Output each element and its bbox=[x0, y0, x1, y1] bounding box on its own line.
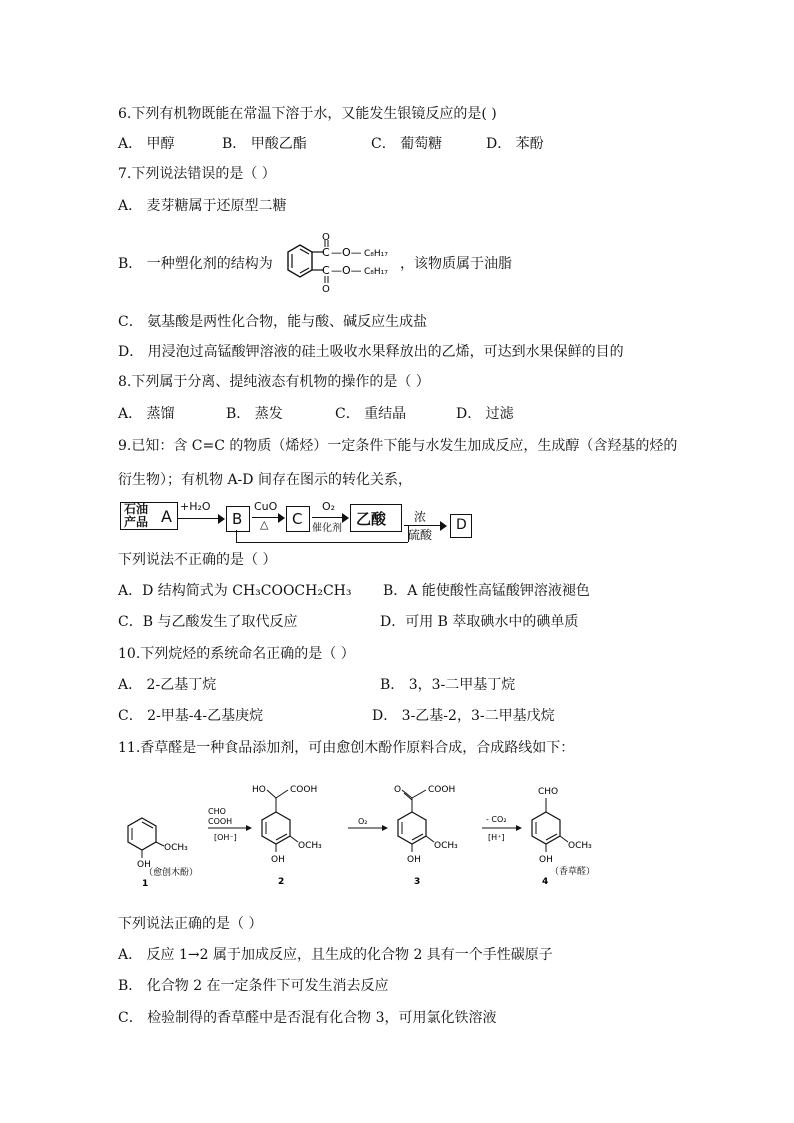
box-c bbox=[286, 506, 310, 532]
q8-option-c: C． 重结晶 bbox=[335, 406, 407, 422]
reagent3-a: - CO₂ bbox=[486, 815, 507, 824]
q9-option-d: D．可用 B 萃取碘水中的碘单质 bbox=[380, 614, 579, 630]
reagent1-c: [OH⁻] bbox=[214, 833, 237, 842]
q10-stem: 10.下列烷烃的系统命名正确的是（ ） bbox=[118, 646, 355, 662]
compound-2 bbox=[252, 785, 322, 887]
acetic-acid-label: 乙酸 bbox=[356, 510, 387, 528]
c8h17-label: C₈H₁₇ bbox=[364, 267, 388, 277]
compound-3-number: 3 bbox=[414, 877, 421, 887]
compound-4-name: （香草醛） bbox=[550, 867, 596, 877]
q11-option-c: C． 检验制得的香草醛中是否混有化合物 3，可用氯化铁溶液 bbox=[118, 1010, 497, 1026]
box-d bbox=[450, 514, 472, 538]
step2-bottom: △ bbox=[260, 518, 269, 531]
cooh-label: COOH bbox=[290, 785, 318, 795]
cooh-label: COOH bbox=[428, 785, 456, 795]
box-b bbox=[226, 506, 250, 532]
reagent2: O₂ bbox=[358, 817, 368, 826]
q11-prompt: 下列说法正确的是（ ） bbox=[118, 916, 263, 932]
svg-text:—O—: —O— bbox=[331, 264, 362, 277]
svg-text:O: O bbox=[322, 232, 330, 243]
q9-option-b: B．A 能使酸性高锰酸钾溶液褪色 bbox=[383, 583, 590, 599]
oh-label: OH bbox=[539, 855, 553, 865]
d-label: D bbox=[456, 517, 467, 533]
q10-option-c: C． 2-甲基-4-乙基庚烷 bbox=[118, 708, 264, 724]
q7-option-d: D． 用浸泡过高锰酸钾溶液的硅土吸收水果释放出的乙烯，可达到水果保鲜的目的 bbox=[118, 344, 624, 360]
q9-option-a: A．D 结构简式为 CH₃COOCH₂CH₃ bbox=[118, 583, 352, 599]
reagent3-b: [H⁺] bbox=[488, 833, 505, 842]
vanillin-synthesis-scheme bbox=[118, 780, 598, 896]
oh-label: OH bbox=[271, 855, 285, 865]
step3-bottom: 催化剂 bbox=[312, 523, 342, 534]
q8-option-d: D． 过滤 bbox=[456, 406, 514, 422]
q9-flow-diagram bbox=[118, 498, 478, 546]
oh-label: OH bbox=[137, 860, 151, 870]
o-label: O bbox=[394, 785, 402, 795]
step4-bottom: 硫酸 bbox=[408, 528, 433, 542]
svg-text:—O—: —O— bbox=[331, 246, 362, 259]
q9-stem-line1: 9.已知：含 C=C 的物质（烯烃）一定条件下能与水发生加成反应，生成醇（含羟基的烃的 bbox=[118, 438, 678, 454]
svg-text:C: C bbox=[322, 246, 330, 259]
oh-label: OH bbox=[407, 855, 421, 865]
b-label: B bbox=[232, 510, 243, 528]
c8h17-label: C₈H₁₇ bbox=[364, 249, 388, 259]
q9-prompt: 下列说法不正确的是（ ） bbox=[118, 552, 277, 568]
och3-label: OCH₃ bbox=[568, 841, 592, 851]
q10-option-a: A． 2-乙基丁烷 bbox=[118, 677, 217, 693]
och3-label: OCH₃ bbox=[434, 841, 458, 851]
q6-option-c: C． 葡萄糖 bbox=[371, 136, 443, 152]
box-acetic-acid bbox=[350, 504, 402, 532]
och3-label: OCH₃ bbox=[298, 841, 322, 851]
q6-option-a: A． 甲醇 bbox=[118, 136, 175, 152]
plasticizer-structure bbox=[278, 232, 400, 294]
q6-option-b: B． 甲酸乙酯 bbox=[222, 136, 307, 152]
compound-4-number: 4 bbox=[542, 877, 549, 887]
step3-top: O₂ bbox=[322, 500, 336, 513]
box-petroleum-a bbox=[120, 502, 178, 530]
cho-label: CHO bbox=[538, 787, 559, 797]
compound-4 bbox=[532, 787, 595, 887]
q8-option-a: A． 蒸馏 bbox=[118, 406, 175, 422]
q10-option-d: D． 3-乙基-2，3-二甲基戊烷 bbox=[372, 708, 555, 724]
q8-stem: 8.下列属于分离、提纯液态有机物的操作的是（ ） bbox=[118, 374, 430, 390]
compound-1-name: （愈创木酚） bbox=[144, 868, 199, 878]
q7-option-b-suffix: ，该物质属于油脂 bbox=[400, 256, 512, 272]
q9-option-c: C．B 与乙酸发生了取代反应 bbox=[118, 614, 298, 630]
a-label: A bbox=[161, 507, 172, 526]
q8-option-b: B． 蒸发 bbox=[226, 406, 283, 422]
reagent1-b: COOH bbox=[208, 817, 233, 826]
reagent1-a: CHO bbox=[208, 807, 226, 816]
step2-top: CuO bbox=[254, 500, 278, 513]
q7-option-a: A． 麦芽糖属于还原型二糖 bbox=[118, 198, 287, 214]
compound-1 bbox=[128, 818, 198, 889]
svg-text:O: O bbox=[322, 284, 330, 294]
svg-text:C: C bbox=[322, 264, 330, 277]
compound-2-number: 2 bbox=[278, 877, 285, 887]
ho-label: HO bbox=[252, 785, 266, 795]
q6-stem: 6.下列有机物既能在常温下溶于水，又能发生银镜反应的是( ) bbox=[118, 106, 497, 122]
compound-3 bbox=[394, 785, 458, 887]
och3-label: OCH₃ bbox=[164, 843, 188, 853]
compound-1-number: 1 bbox=[142, 879, 149, 889]
c-label: C bbox=[292, 510, 303, 528]
q6-option-d: D． 苯酚 bbox=[486, 136, 544, 152]
q7-stem: 7.下列说法错误的是（ ） bbox=[118, 166, 276, 182]
q7-option-b-prefix: B． 一种塑化剂的结构为 bbox=[118, 256, 273, 272]
q10-option-b: B． 3，3-二甲基丁烷 bbox=[380, 677, 516, 693]
step4-top: 浓 bbox=[414, 510, 427, 524]
q11-option-b: B． 化合物 2 在一定条件下可发生消去反应 bbox=[118, 978, 389, 994]
q7-option-c: C． 氨基酸是两性化合物，能与酸、碱反应生成盐 bbox=[118, 314, 428, 330]
step1-label: +H₂O bbox=[180, 500, 211, 513]
q11-stem: 11.香草醛是一种食品添加剂，可由愈创木酚作原料合成，合成路线如下： bbox=[118, 740, 575, 756]
q9-stem-line2: 衍生物）；有机物 A-D 间存在图示的转化关系， bbox=[118, 472, 412, 488]
q11-option-a: A． 反应 1→2 属于加成反应，且生成的化合物 2 具有一个手性碳原子 bbox=[118, 947, 553, 963]
petroleum-label: 石油产品 bbox=[124, 502, 149, 529]
